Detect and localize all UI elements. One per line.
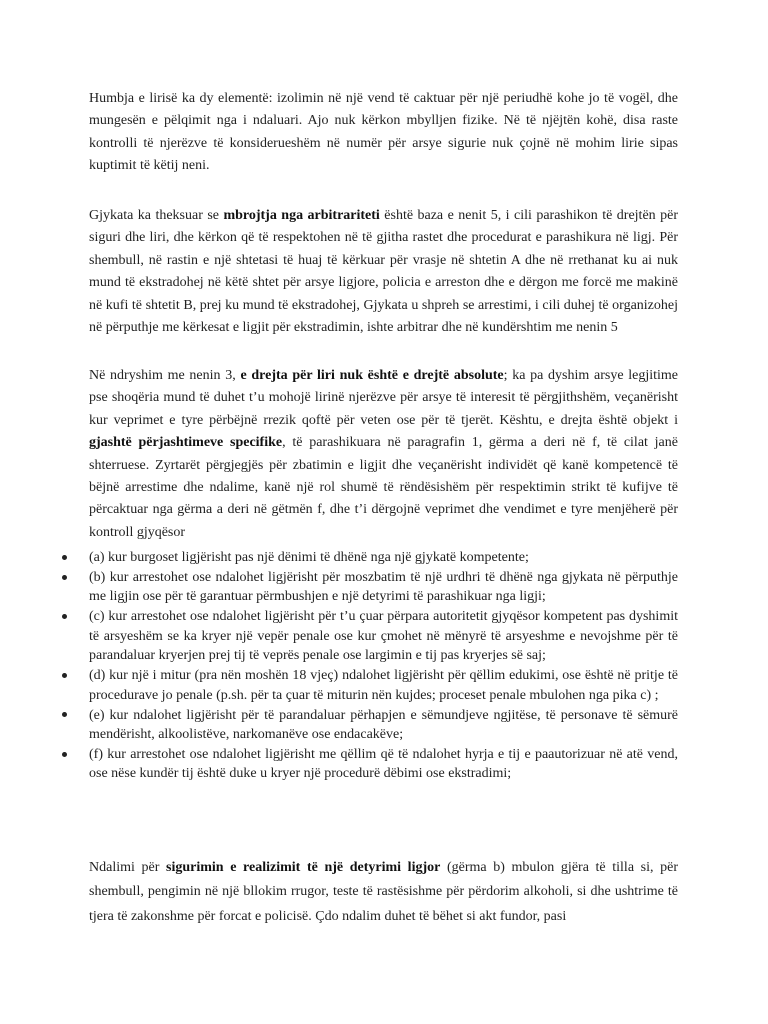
exceptions-list [89,548,678,784]
bullet-icon [62,712,67,717]
list-item [89,607,678,665]
paragraph-text: Gjykata ka theksuar se [89,208,224,223]
paragraph-legal-obligation [89,856,678,929]
list-item-text: (f) kur arrestohet ose ndalohet ligjërisht me qëllim që të ndalohet hyrja e tij e paautorizuar në atë vend, ose nëse kundër tij është duke u kryer një procedurë dëbimi ose ekstradimi; [89,747,678,782]
bold-phrase: sigurimin e realizimit të një detyrimi ligjor [166,860,441,875]
bullet-icon [62,752,67,757]
paragraph-text: Në ndryshim me nenin 3, [89,368,241,383]
bold-phrase: mbrojtja nga arbitrariteti [223,208,380,223]
list-item [89,568,678,607]
list-item [89,548,678,567]
paragraph-text: (gërma b) mbulon gjëra të tilla si, për shembull, pengimin në një bllokim rrugor, teste të rastësishme për përdorim alkoholi, si dhe ushtrime të tjera të zakonshme për forcat e policisë. Çdo ndalim duhet të bëhet si akt fundor, pasi [89,860,679,924]
bullet-icon [62,575,67,580]
paragraph-text: Humbja e lirisë ka dy elementë: izolimin në një vend të caktuar për një periudhë kohe jo të vogël, dhe mungesën e pëlqimit nga i ndaluari. Ajo nuk kërkon mbylljen fizike. Në të njëjtën kohë, disa raste kontrolli të njerëzve të konsiderueshëm në numër për arsye sigurie nuk çojnë në mohim lirie sipas kuptimit të këtij neni. [89,91,678,174]
paragraph-text: Ndalimi për [89,860,167,875]
bullet-icon [62,673,67,678]
list-item-text: (d) kur një i mitur (pra nën moshën 18 vjeç) ndalohet ligjërisht për qëllim edukimi, ose është në pritje të procedurave jo penale (p.sh. për ta çuar të miturin nën kujdes; proceset penale mbulohen nga pika c) ; [89,668,678,703]
list-item-text: (c) kur arrestohet ose ndalohet ligjërisht për t’u çuar përpara autoritetit gjyqësor kompetent pas dyshimit të arsyeshëm se ka kryer një vepër penale ose kur çmohet në mënyrë të arsyeshme e nevojshme për të parandaluar kryerjen prej tij të veprës penale ose largimin e tij pas kryerjes së saj; [89,609,678,664]
bold-phrase: e drejta për liri nuk është e drejtë absolute [240,368,504,383]
paragraph-text: , të parashikuara në paragrafin 1, gërma a deri në f, të cilat janë shterruese. Zyrtarët përgjegjës për zbatimin e ligjit dhe veçanërisht individët që kanë kompetencë të bëjnë arrestime dhe ndalime, kanë një rol shumë të rëndësishëm për respektimin strikt të kufijve të përcaktuar nga gërma a deri në gëtmën f, dhe t’i dërgojnë veprimet dhe vendimet e tyre menjëherë për kontroll gjyqësor [89,435,678,540]
paragraph-right-not-absolute [89,365,678,544]
bullet-icon [62,555,67,560]
list-item [89,666,678,705]
list-item [89,745,678,784]
list-item [89,706,678,745]
bold-phrase: gjashtë përjashtimeve specifike [89,435,283,451]
list-item-text: (b) kur arrestohet ose ndalohet ligjërisht për moszbatim të një urdhri të dhënë nga gjykata në përputhje me ligjin ose për të garantuar përmbushjen e një detyrimi të parashikuar nga ligji; [89,570,678,605]
paragraph-protection-from-arbitrariness [89,205,678,339]
paragraph-deprivation-of-liberty [89,88,678,178]
paragraph-text: ; ka pa dyshim arsye legjitime pse shoqëria mund të duhet t’u mohojë lirinë njerëzve për arsye të interesit të përgjithshëm, veçanërisht kur veprimet e tyre përbëjnë rrezik qoftë për veten ose për të tjerët. Kështu, e drejta është objekt i [89,368,678,428]
list-item-text: (e) kur ndalohet ligjërisht për të parandaluar përhapjen e sëmundjeve ngjitëse, të personave të sëmurë mendërisht, alkoolistëve, narkomanëve ose endacakëve; [89,707,678,743]
paragraph-text: është baza e nenit 5, i cili parashikon të drejtën për siguri dhe liri, dhe kërkon që të respektohen në të gjitha rastet dhe procedurat e parashikura në ligj. Për shembull, në rastin e një shtetasi të huaj të kërkuar për vrasje në shtetin A dhe në rrethanat ku ai nuk mund të ekstradohej në këtë shtet për arsye ligjore, policia e arreston dhe e dërgon me forcë me makinë në kufi të shtetit B, prej ku mund të ekstradohej, Gjykata u shpreh se arrestimi, i cili duhej të organizohej në përputhje me kërkesat e ligjit për ekstradimin, ishte arbitrar dhe në kundërshtim me nenin 5 [89,208,678,336]
bullet-icon [62,614,67,619]
list-item-text: (a) kur burgoset ligjërisht pas një dënimi të dhënë nga një gjykatë kompetente; [89,550,529,565]
